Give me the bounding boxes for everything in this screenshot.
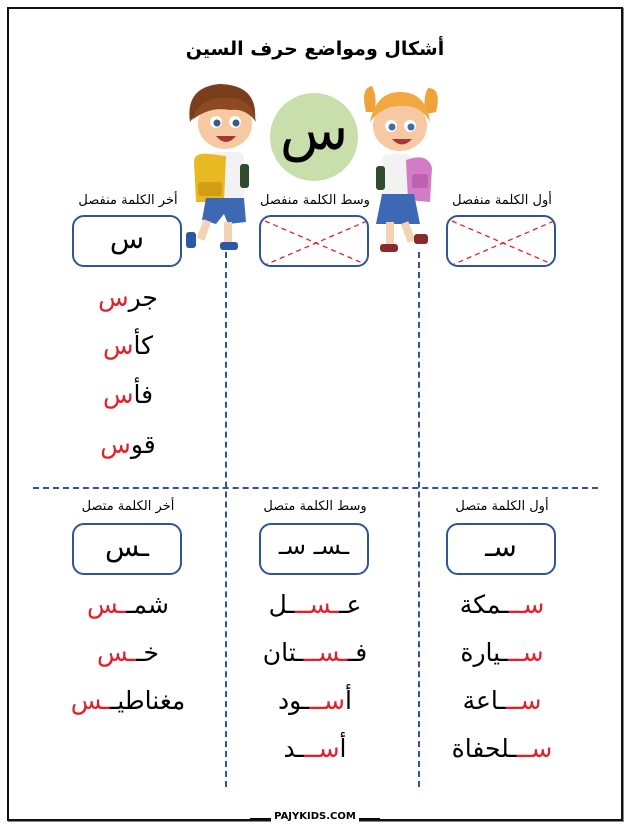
featured-letter-circle xyxy=(270,93,358,181)
cross-out-icon xyxy=(448,217,556,267)
letter-form: سـ xyxy=(485,529,517,563)
boy-illustration xyxy=(180,82,265,262)
label-start-separated: أول الكلمة منفصل xyxy=(452,193,552,208)
word-item: فــســـتان xyxy=(262,638,368,667)
column-divider-left xyxy=(225,252,227,787)
word-item: كأس xyxy=(102,331,154,360)
word-item: عــســـل xyxy=(268,590,362,619)
page-title: أشكال ومواضع حرف السين xyxy=(185,38,445,60)
word-item: جرس xyxy=(98,283,158,312)
word-item: فأس xyxy=(102,380,154,409)
word-item: قوس xyxy=(100,430,156,459)
form-box-start-separated xyxy=(446,215,556,267)
footer-brand xyxy=(0,811,630,822)
form-box-middle-connected xyxy=(259,523,369,575)
featured-letter: س xyxy=(279,98,349,163)
form-box-start-connected xyxy=(446,523,556,575)
form-box-end-separated xyxy=(72,215,182,267)
label-end-separated: أخر الكلمة منفصل xyxy=(78,193,178,208)
form-box-middle-separated xyxy=(259,215,369,267)
section-divider xyxy=(33,487,598,489)
letter-form: س xyxy=(109,221,145,255)
word-item: ســـلحفاة xyxy=(451,734,553,763)
cross-out-icon xyxy=(261,217,369,267)
word-item: أســـد xyxy=(283,734,347,763)
word-item: مغناطيــس xyxy=(70,686,186,715)
label-middle-separated: وسط الكلمة منفصل xyxy=(260,193,370,208)
word-item: ســـيارة xyxy=(460,638,544,667)
form-box-end-connected xyxy=(72,523,182,575)
girl-illustration xyxy=(358,82,443,262)
word-item: شمــس xyxy=(87,590,169,619)
letter-form: ـسـ سـ xyxy=(278,532,350,560)
word-item: ســـمكة xyxy=(459,590,545,619)
label-start-connected: أول الكلمة متصل xyxy=(455,499,549,514)
footer-text: PAJYKIDS.COM xyxy=(271,811,359,822)
word-item: خــس xyxy=(97,638,159,667)
word-item: أســـود xyxy=(278,686,352,715)
label-end-connected: أخر الكلمة متصل xyxy=(81,499,175,514)
word-item: ســـاعة xyxy=(462,686,542,715)
letter-form: ـس xyxy=(105,529,149,563)
label-middle-connected: وسط الكلمة متصل xyxy=(263,499,367,514)
column-divider-right xyxy=(418,252,420,787)
